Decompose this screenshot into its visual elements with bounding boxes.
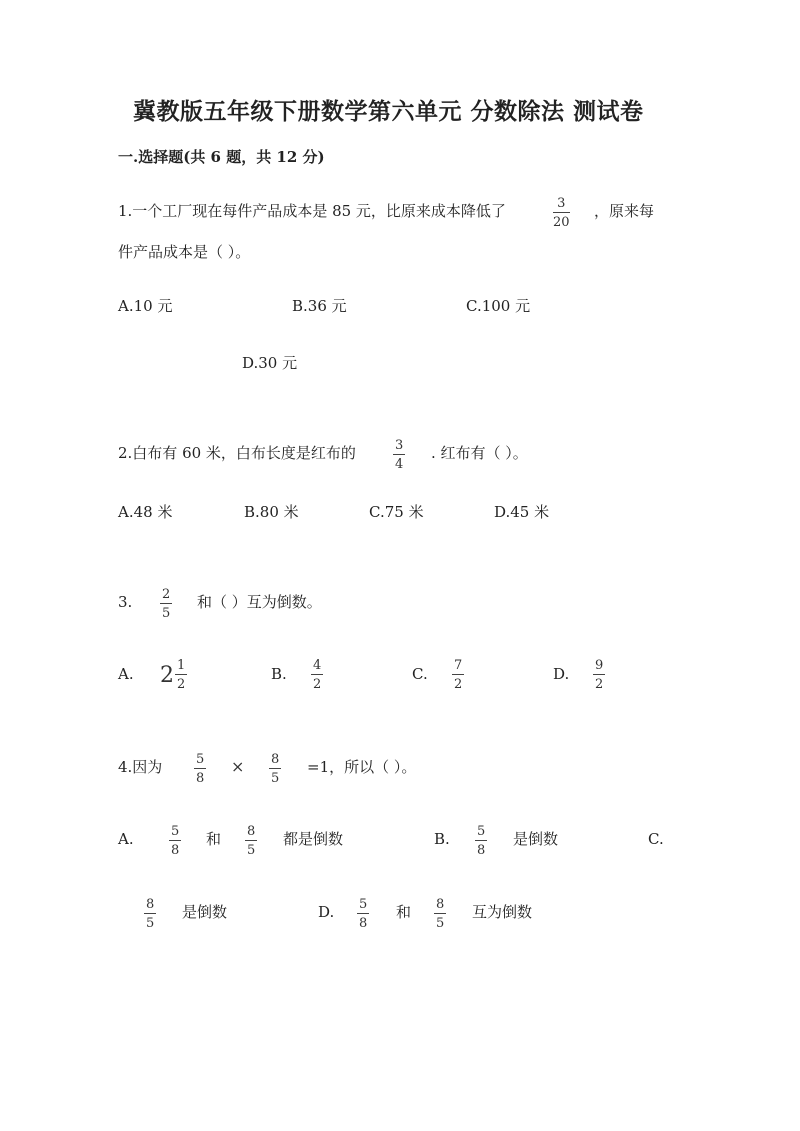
question-3-option-a[interactable]: A. [118,665,134,683]
question-4-option-b-fraction [475,825,487,857]
question-4-option-a-fraction-2 [245,825,257,857]
question-3-option-a-mixed-number [160,659,187,691]
question-4-option-d-text: 互为倒数 [472,903,533,921]
question-3-label: 3. [118,593,133,611]
fraction-numerator: 2 [162,587,171,602]
question-3-option-b-fraction [311,659,323,691]
fraction-denominator: 8 [359,916,368,931]
fraction-denominator: 2 [177,677,186,692]
fraction-denominator: 5 [146,916,155,931]
question-1-option-d[interactable]: D.30 元 [242,354,298,372]
question-4-option-d-fraction-2 [434,898,446,930]
fraction-denominator: 5 [436,916,445,931]
fraction-denominator: 8 [196,771,205,786]
fraction-numerator: 1 [177,658,186,673]
question-3-option-c-fraction [452,659,464,691]
fraction-numerator: 5 [171,824,180,839]
fraction-denominator: 5 [247,843,256,858]
question-3-option-d[interactable]: D. [553,665,570,683]
fraction-numerator: 5 [196,752,205,767]
question-4-option-a-fraction-1 [169,825,181,857]
question-4-option-b[interactable]: B. [434,830,450,848]
question-4-option-d-fraction-1 [357,898,369,930]
question-1-text-line2: 件产品成本是（ ）。 [118,243,251,261]
fraction-denominator: 2 [454,677,463,692]
fraction-numerator: 8 [146,897,155,912]
question-4-option-a-and: 和 [206,830,222,848]
question-1-text-b: ，原来每 [594,202,655,220]
fraction-numerator: 4 [313,658,322,673]
fraction-numerator: 9 [595,658,604,673]
question-1-option-a[interactable]: A.10 元 [118,297,173,315]
section-heading: 一.选择题(共 6 题，共 12 分) [118,148,325,166]
question-3-option-c[interactable]: C. [412,665,428,683]
question-1-option-c[interactable]: C.100 元 [466,297,531,315]
question-3-fraction [160,588,172,620]
question-4-option-c[interactable]: C. [648,830,664,848]
question-1-text-a: 1.一个工厂现在每件产品成本是 85 元，比原来成本降低了 [118,202,506,220]
question-1-option-b[interactable]: B.36 元 [292,297,347,315]
fraction-numerator: 3 [395,438,404,453]
question-4-label: 4.因为 [118,758,163,776]
question-2-option-c[interactable]: C.75 米 [369,503,424,521]
fraction-denominator: 2 [595,677,604,692]
fraction-numerator: 5 [359,897,368,912]
question-4-option-c-text: 是倒数 [182,903,228,921]
question-4-option-a[interactable]: A. [118,830,134,848]
question-3-option-d-fraction [593,659,605,691]
fraction-denominator: 4 [395,457,404,472]
multiply-sign: × [231,757,245,776]
fraction-numerator: 8 [436,897,445,912]
question-4-option-b-text: 是倒数 [513,830,559,848]
question-4-option-a-text: 都是倒数 [283,830,344,848]
question-2-option-d[interactable]: D.45 米 [494,503,550,521]
fraction-denominator: 20 [553,215,570,230]
question-4-fraction-2 [269,753,281,785]
fraction-denominator: 5 [162,606,171,621]
question-2-text-a: 2.白布有 60 米，白布长度是红布的 [118,444,356,462]
question-4-fraction-1 [194,753,206,785]
fraction-denominator: 5 [271,771,280,786]
question-4-text: =1，所以（ ）。 [307,758,417,776]
question-2-text-b: . 红布有（ ）。 [431,444,528,462]
fraction-numerator: 8 [271,752,280,767]
fraction-denominator: 2 [313,677,322,692]
question-1-fraction [553,197,570,229]
fraction-denominator: 8 [477,843,486,858]
question-4-option-d-and: 和 [396,903,412,921]
question-2-option-a[interactable]: A.48 米 [118,503,173,521]
fraction-numerator: 3 [557,196,566,211]
fraction-numerator: 7 [454,658,463,673]
page-title: 冀教版五年级下册数学第六单元 分数除法 测试卷 [133,98,644,125]
question-3-text: 和（ ）互为倒数。 [197,593,322,611]
fraction-denominator: 8 [171,843,180,858]
fraction-numerator: 8 [247,824,256,839]
question-2-fraction [393,439,405,471]
question-2-option-b[interactable]: B.80 米 [244,503,299,521]
question-4-option-d[interactable]: D. [318,903,335,921]
mixed-number-fraction [175,659,187,691]
mixed-number-whole: 2 [160,662,174,688]
fraction-numerator: 5 [477,824,486,839]
question-4-option-c-fraction [144,898,156,930]
question-3-option-b[interactable]: B. [271,665,287,683]
